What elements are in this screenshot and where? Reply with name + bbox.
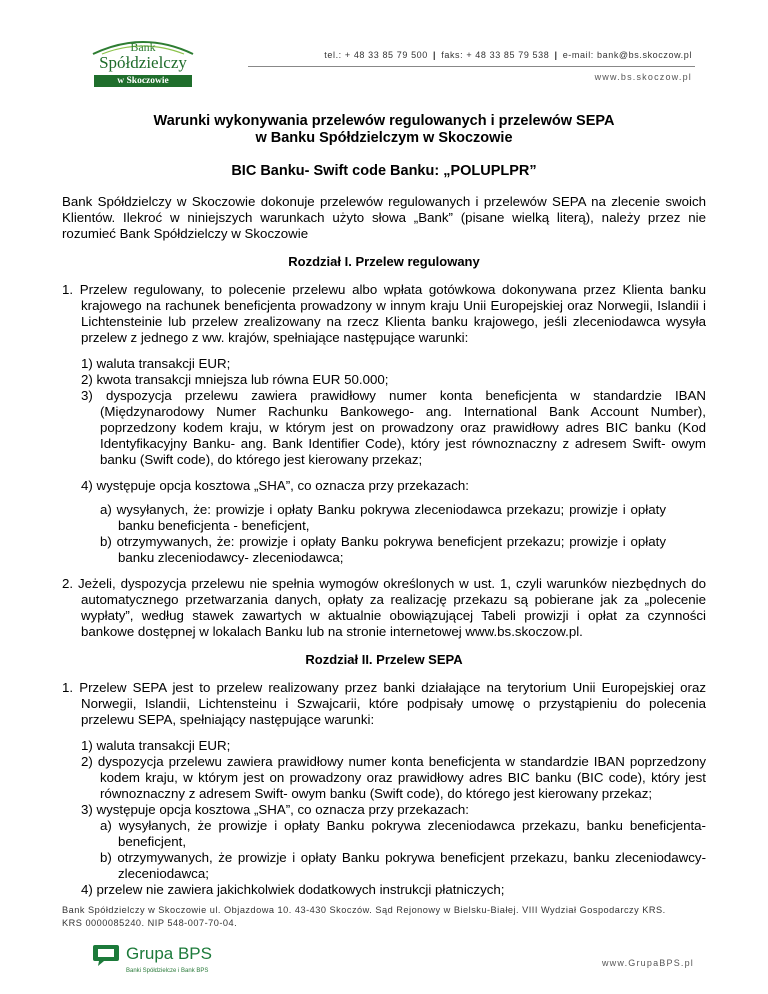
logo-line-spoldzielczy: Spółdzielczy [99,53,187,72]
document-title-line2: w Banku Spółdzielczym w Skoczowie [255,130,513,146]
bank-logo [88,36,198,88]
chapter-1-condition-4b: b) otrzymywanych, że: prowizje i opłaty Banku pokrywa beneficjent przekazu; prowizje i opłaty banku zleceniodawcy- zleceniodawca; [100,534,666,565]
chapter-2-condition-4: 4) przelew nie zawiera jakichkolwiek dodatkowych instrukcji płatniczych; [81,882,505,897]
chapter-2-condition-2: 2) dyspozycja przelewu zawiera prawidłowy numer konta beneficjenta w standardzie IBAN poprzedzony kodem kraju, w którym jest on prowadzony oraz prawidłowy adres BIC banku (BIC code), który jest równoznaczny z adresem Swift- owym banku (Swift code), do którego jest kierowany przekaz; [81,754,706,801]
contact-separator: | [554,50,558,60]
header-divider [248,66,695,67]
footer-legal-line2: KRS 0000085240. NIP 548-007-70-04. [62,917,238,928]
contact-email: e-mail: bank@bs.skoczow.pl [562,50,692,60]
chapter-1-condition-1: 1) waluta transakcji EUR; [81,356,231,371]
chapter-2-condition-3a: a) wysyłanych, że prowizje i opłaty Banku pokrywa zleceniodawca przekazu, banku beneficjenta- beneficjent, [100,818,706,849]
footer-legal-line1: Bank Spółdzielczy w Skoczowie ul. Objazdowa 10. 43-430 Skoczów. Sąd Rejonowy w Bielsku-Białej. VIII Wydział Gospodarczy KRS. [62,905,666,915]
chapter-2-condition-3b: b) otrzymywanych, że prowizje i opłaty Banku pokrywa beneficjent przekazu, banku zleceniodawcy- zleceniodawca; [100,850,706,881]
document-body [62,113,706,898]
chapter-1-paragraph-2: 2. Jeżeli, dyspozycja przelewu nie spełnia wymogów określonych w ust. 1, czyli warunków niezbędnych do automatycznego przetwarzania danych, opłaty za realizację przekazu są pobierane jak za „polecenie wypłaty”, według stawek zawartych w aktualnie obowiązującej Tabeli prowizji i opłat za czynności bankowe dostępnej w lokalach Banku lub na stronie internetowej www.bs.skoczow.pl. [62,576,706,639]
speech-bubble-icon [92,943,120,967]
contact-tel: tel.: + 48 33 85 79 500 [324,50,428,60]
logo-line-skoczowie: w Skoczowie [94,75,192,87]
chapter-2-cost-details [100,818,706,882]
chapter-1-cost-option [81,478,706,494]
contact-fax: faks: + 48 33 85 79 538 [441,50,550,60]
footer-legal [62,904,712,929]
chapter-1-condition-3: 3) dyspozycja przelewu zawiera prawidłowy numer konta beneficjenta w standardzie IBAN (Międzynarodowy Numer Rachunku Bankowego- ang. International Bank Account Number), poprzedzony kodem kraju, w którym jest on prowadzony oraz prawidłowy adres BIC banku (Kod Identyfikacyjny Banku- ang. Bank Identifier Code), który jest równoznaczny z adresem Swift- owym banku (Swift code), do którego jest kierowany przekaz; [81,388,706,467]
header-website: www.bs.skoczow.pl [594,72,692,82]
chapter-2-paragraph-1: 1. Przelew SEPA jest to przelew realizowany przez banki działające na terytorium Unii Europejskiej oraz Norwegii, Islandii, Lichtensteinu i Szwajcarii, które podpisały umowę o przystąpieniu do polecenia przelewu SEPA, spełniający następujące warunki: [62,680,706,727]
bic-heading: BIC Banku- Swift code Banku: „POLUPLPR” [231,163,537,179]
chapter-1-condition-2: 2) kwota transakcji mniejsza lub równa EUR 50.000; [81,372,389,387]
chapter-2-condition-3: 3) występuje opcja kosztowa „SHA”, co oznacza przy przekazach: [81,802,469,817]
grupa-bps-subtitle: Banki Spółdzielcze i Bank BPS [126,968,209,974]
contact-line [324,50,692,60]
chapter-1-conditions [81,356,706,468]
chapter-1-cost-details [100,502,666,566]
logo-line-bank: Bank [130,40,156,54]
chapter-2-heading: Rozdział II. Przelew SEPA [305,652,463,667]
chapter-2-condition-1: 1) waluta transakcji EUR; [81,738,231,753]
chapter-1-condition-4a: a) wysyłanych, że: prowizje i opłaty Banku pokrywa zleceniodawca przekazu; prowizje i opłaty banku beneficjenta - beneficjent, [100,502,666,533]
chapter-2-conditions [81,738,706,898]
grupa-bps-name: Grupa BPS [126,944,212,963]
intro-paragraph: Bank Spółdzielczy w Skoczowie dokonuje przelewów regulowanych i przelewów SEPA na zlecenie swoich Klientów. Ilekroć w niniejszych warunkach użyto słowa „Bank” (pisane wielką literą), należy przez nie rozumieć Bank Spółdzielczy w Skoczowie [62,194,706,241]
contact-separator: | [433,50,437,60]
document-title [62,113,706,147]
footer-website: www.GrupaBPS.pl [601,958,694,968]
grupa-bps-logo [92,943,242,983]
chapter-1-heading: Rozdział I. Przelew regulowany [288,254,480,269]
chapter-1-condition-4: 4) występuje opcja kosztowa „SHA”, co oznacza przy przekazach: [81,478,469,493]
document-title-line1: Warunki wykonywania przelewów regulowanych i przelewów SEPA [153,113,615,129]
chapter-1-paragraph-1: 1. Przelew regulowany, to polecenie przelewu albo wpłata gotówkowa dokonywana przez Klienta banku krajowego na rachunek beneficjenta prowadzony w innym kraju Unii Europejskiej oraz Norwegii, Islandii i Lichtensteinie lub przelew zrealizowany na rzecz Klienta banku krajowego, jeśli zleceniodawca wysyła przelew z jednego z ww. krajów, spełniające następujące warunki: [62,282,706,345]
